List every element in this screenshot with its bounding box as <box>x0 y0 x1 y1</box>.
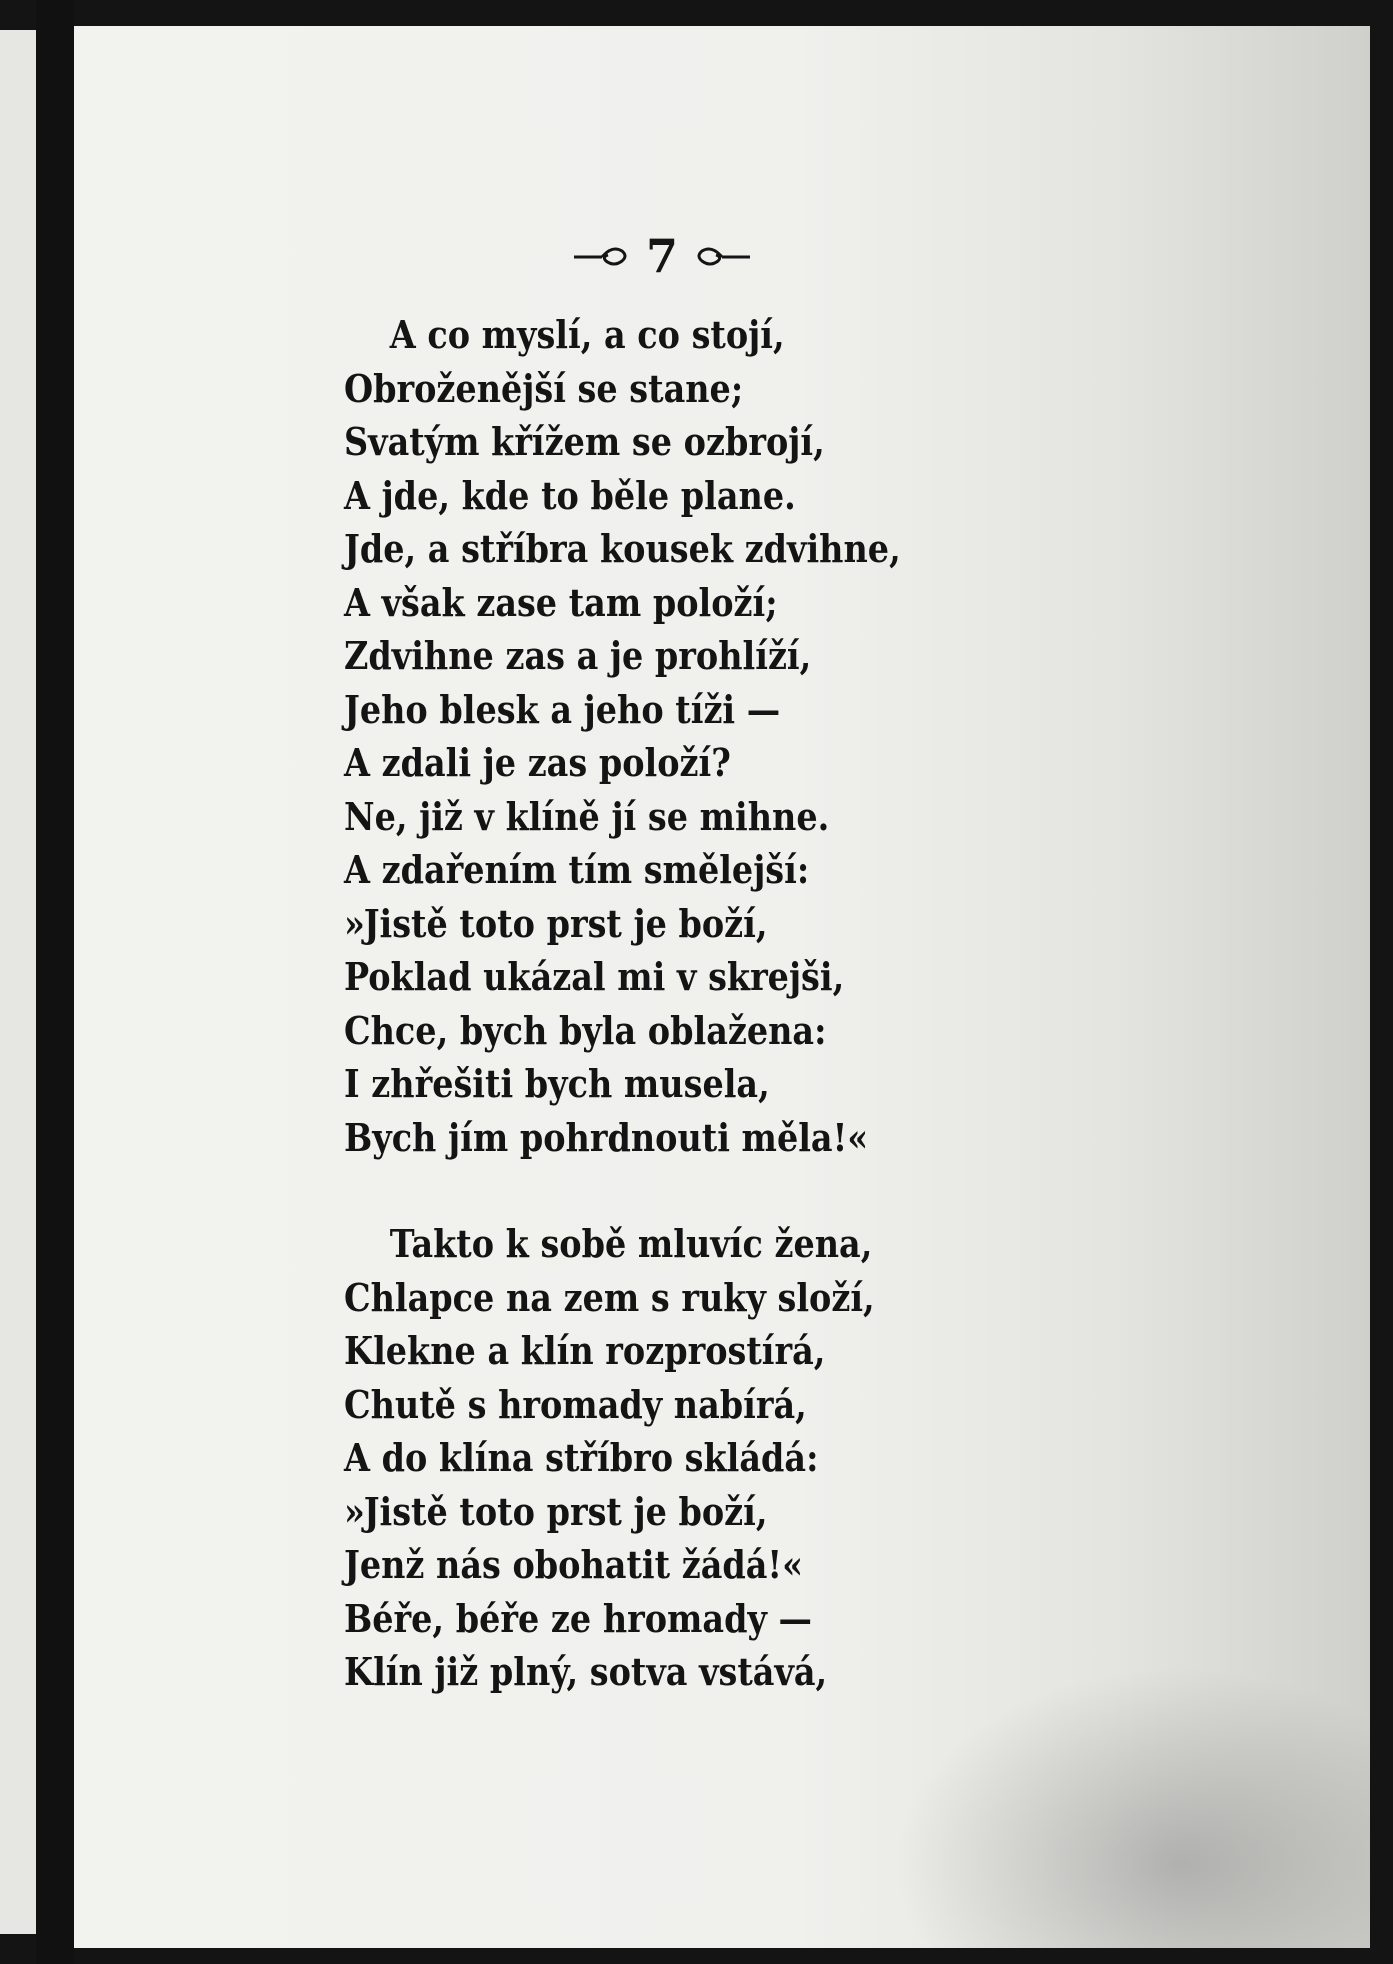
book-gutter <box>36 0 74 1964</box>
verse-line: Jeho blesk a jeho tíži — <box>344 686 781 732</box>
verse-line: Takto k sobě mluvíc žena, <box>389 1221 873 1266</box>
verse-line: A zdali je zas položí? <box>344 740 731 785</box>
verse-line: Bych jím pohrdnouti měla!« <box>344 1114 869 1160</box>
page-number: 7 <box>645 229 678 283</box>
verse-line: Klín již plný, sotva vstává, <box>344 1649 828 1694</box>
left-flourish-icon <box>572 243 632 269</box>
right-flourish-icon <box>692 243 752 269</box>
stanza-1 <box>344 308 1136 1164</box>
verse-line: I zhřešiti bych musela, <box>344 1061 770 1106</box>
stanza-2 <box>344 1217 1136 1699</box>
verse-line: A jde, kde to běle plane. <box>344 472 796 518</box>
verse-line: »Jistě toto prst je boží, <box>344 900 768 946</box>
verse-line: Ne, již v klíně jí se mihne. <box>344 793 830 839</box>
verse-line: Jenž nás obohatit žádá!« <box>344 1542 803 1587</box>
verse-line: Poklad ukázal mi v skrejši, <box>344 954 845 999</box>
verse-line: A zdařením tím smělejší: <box>344 847 810 892</box>
verse-line: Svatým křížem se ozbrojí, <box>344 419 825 464</box>
verse-line: »Jistě toto prst je boží, <box>344 1488 768 1534</box>
verse-line: Zdvihne zas a je prohlíží, <box>344 633 812 678</box>
verse-line: Chlapce na zem s ruky složí, <box>344 1274 875 1320</box>
book-page <box>74 26 1370 1948</box>
verse-line: A do klína stříbro skládá: <box>344 1435 819 1480</box>
verse-line: A co myslí, a co stojí, <box>389 312 785 357</box>
verse-line: Chce, bych byla oblažena: <box>344 1007 827 1053</box>
poem-text <box>344 308 1136 1699</box>
verse-line: Klekne a klín rozprostírá, <box>344 1328 826 1373</box>
page-stain <box>894 1666 1370 1948</box>
page-header <box>552 226 772 286</box>
verse-line: Obroženější se stane; <box>344 365 744 411</box>
verse-line: A však zase tam položí; <box>344 579 778 625</box>
verse-line: Béře, béře ze hromady — <box>344 1595 813 1641</box>
previous-page-edge <box>0 30 36 1934</box>
verse-line: Jde, a stříbra kousek zdvihne, <box>344 526 901 571</box>
verse-line: Chutě s hromady nabírá, <box>344 1381 807 1427</box>
